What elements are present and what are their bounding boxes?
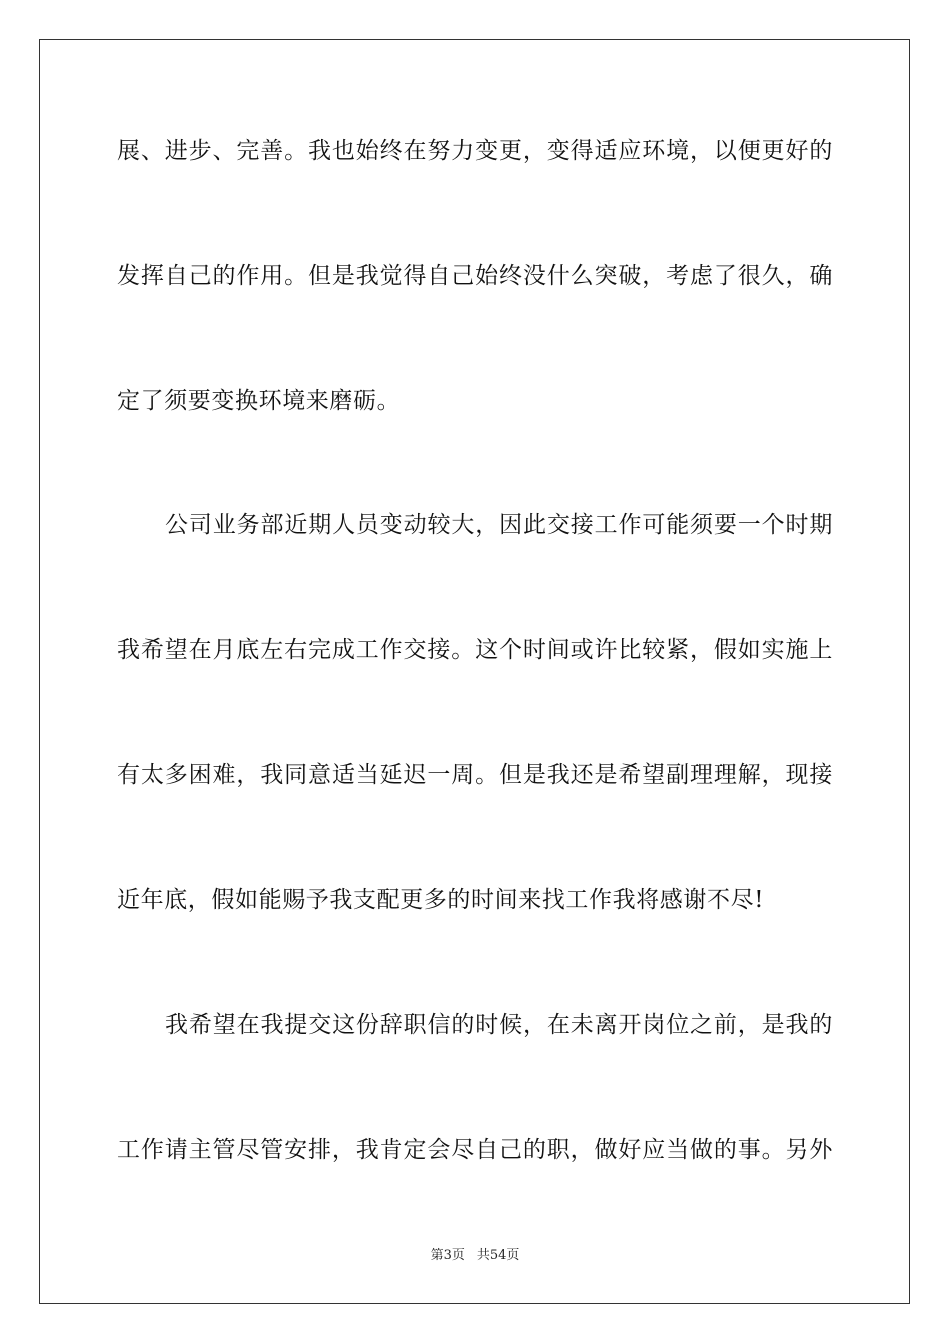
- body-line-6: 有太多困难，我同意适当延迟一周。但是我还是希望副理理解，现接: [117, 762, 833, 788]
- body-line-8: 我希望在我提交这份辞职信的时候，在未离开岗位之前，是我的: [165, 1012, 833, 1038]
- page-footer: [0, 1247, 950, 1265]
- body-line-3: 定了须要变换环境来磨砺。: [117, 388, 401, 414]
- body-line-1: 展、进步、完善。我也始终在努力变更，变得适应环境，以便更好的: [117, 138, 833, 164]
- page-number: 第3页: [430, 1248, 465, 1263]
- body-line-2: 发挥自己的作用。但是我觉得自己始终没什么突破，考虑了很久，确: [117, 263, 833, 289]
- body-line-4: 公司业务部近期人员变动较大，因此交接工作可能须要一个时期: [165, 512, 833, 538]
- page-border: [39, 39, 910, 1304]
- body-line-9: 工作请主管尽管安排，我肯定会尽自己的职，做好应当做的事。另外: [117, 1137, 833, 1163]
- page-total: 共54页: [476, 1248, 520, 1263]
- body-line-7: 近年底，假如能赐予我支配更多的时间来找工作我将感谢不尽!: [117, 887, 765, 913]
- body-line-5: 我希望在月底左右完成工作交接。这个时间或许比较紧，假如实施上: [117, 637, 833, 663]
